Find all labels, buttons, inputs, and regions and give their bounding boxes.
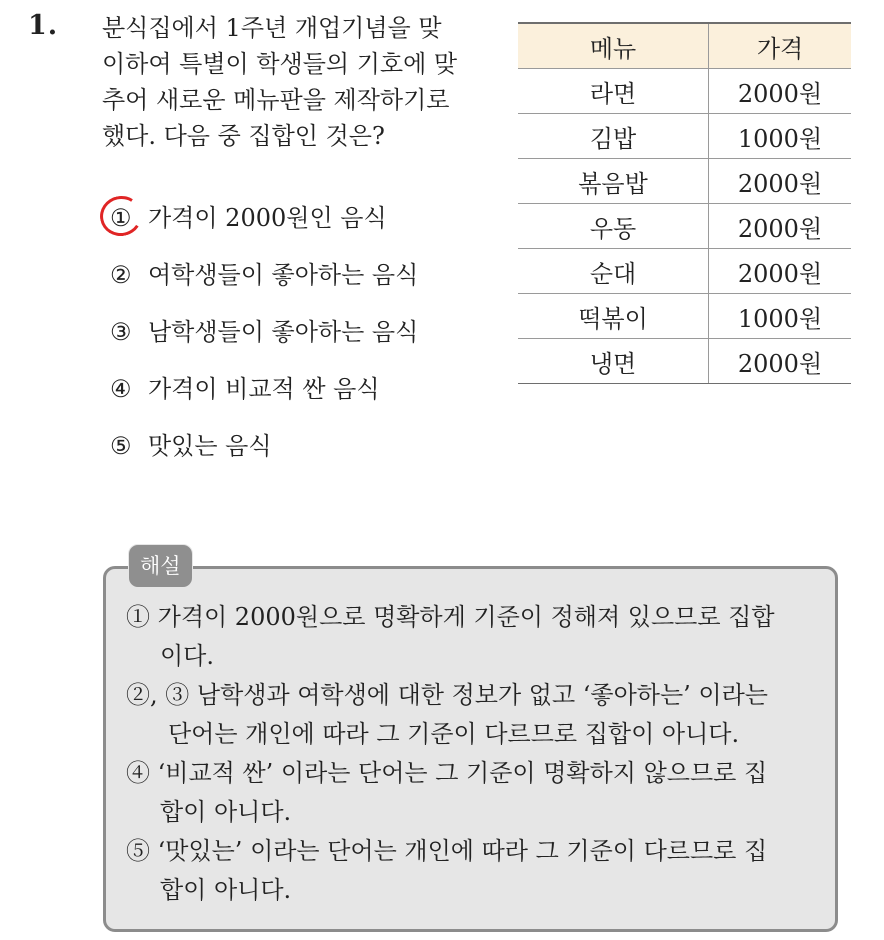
table-row — [518, 249, 851, 294]
explanation-item — [126, 676, 828, 754]
table-row — [518, 159, 851, 204]
table-row — [518, 294, 851, 339]
explanation-list — [126, 598, 828, 910]
choice-number: ④ — [110, 375, 132, 403]
menu-name-cell: 떡볶이 — [518, 294, 709, 339]
explanation-item — [126, 598, 828, 676]
table-row — [518, 339, 851, 384]
price-cell: 2000원 — [709, 69, 852, 114]
explanation-line: 합이 아니다. — [160, 798, 292, 826]
menu-price-table — [518, 22, 851, 384]
choice-2[interactable] — [110, 253, 510, 310]
question-number: 1. — [28, 10, 59, 41]
choice-5[interactable] — [110, 424, 510, 481]
table-row — [518, 204, 851, 249]
choice-number: ① — [110, 204, 132, 232]
price-cell: 2000원 — [709, 159, 852, 204]
choice-text: 남학생들이 좋아하는 음식 — [148, 318, 419, 346]
question-line: 했다. 다음 중 집합인 것은? — [102, 122, 385, 150]
menu-name-cell: 라면 — [518, 69, 709, 114]
menu-name-cell: 순대 — [518, 249, 709, 294]
explanation-item — [126, 832, 828, 910]
menu-name-cell: 냉면 — [518, 339, 709, 384]
explanation-line: ④ ‘비교적 싼’ 이라는 단어는 그 기준이 명확하지 않으므로 집 — [126, 759, 768, 787]
choice-text: 맛있는 음식 — [148, 432, 272, 460]
explanation-line: 합이 아니다. — [160, 876, 292, 904]
price-cell: 2000원 — [709, 339, 852, 384]
question-line: 분식집에서 1주년 개업기념을 맞 — [102, 14, 442, 42]
explanation-tag: 해설 — [128, 544, 193, 588]
price-cell: 1000원 — [709, 294, 852, 339]
question-text — [102, 10, 492, 154]
explanation-line: ⑤ ‘맛있는’ 이라는 단어는 개인에 따라 그 기준이 다르므로 집 — [126, 837, 768, 865]
choice-text: 가격이 2000원인 음식 — [148, 204, 387, 232]
table-row — [518, 114, 851, 159]
choice-1[interactable] — [110, 196, 510, 253]
explanation-line: ②, ③ 남학생과 여학생에 대한 정보가 없고 ‘좋아하는’ 이라는 — [126, 681, 768, 709]
column-header-menu: 메뉴 — [518, 23, 709, 69]
menu-name-cell: 우동 — [518, 204, 709, 249]
menu-name-cell: 볶음밥 — [518, 159, 709, 204]
table-header-row — [518, 23, 851, 69]
explanation-line: ① 가격이 2000원으로 명확하게 기준이 정해져 있으므로 집합 — [126, 603, 775, 631]
choice-number: ③ — [110, 318, 132, 346]
choice-4[interactable] — [110, 367, 510, 424]
choice-3[interactable] — [110, 310, 510, 367]
explanation-line: 이다. — [160, 642, 214, 670]
choice-number: ② — [110, 261, 132, 289]
explanation-item — [126, 754, 828, 832]
question-line: 추어 새로운 메뉴판을 제작하기로 — [102, 86, 450, 114]
price-cell: 2000원 — [709, 249, 852, 294]
question-line: 이하여 특별이 학생들의 기호에 맞 — [102, 50, 458, 78]
choice-number: ⑤ — [110, 432, 132, 460]
choice-list — [110, 196, 510, 481]
column-header-price: 가격 — [709, 23, 852, 69]
choice-text: 여학생들이 좋아하는 음식 — [148, 261, 419, 289]
table-row — [518, 69, 851, 114]
price-cell: 1000원 — [709, 114, 852, 159]
price-cell: 2000원 — [709, 204, 852, 249]
choice-text: 가격이 비교적 싼 음식 — [148, 375, 380, 403]
explanation-line: 단어는 개인에 따라 그 기준이 다르므로 집합이 아니다. — [168, 720, 740, 748]
menu-name-cell: 김밥 — [518, 114, 709, 159]
